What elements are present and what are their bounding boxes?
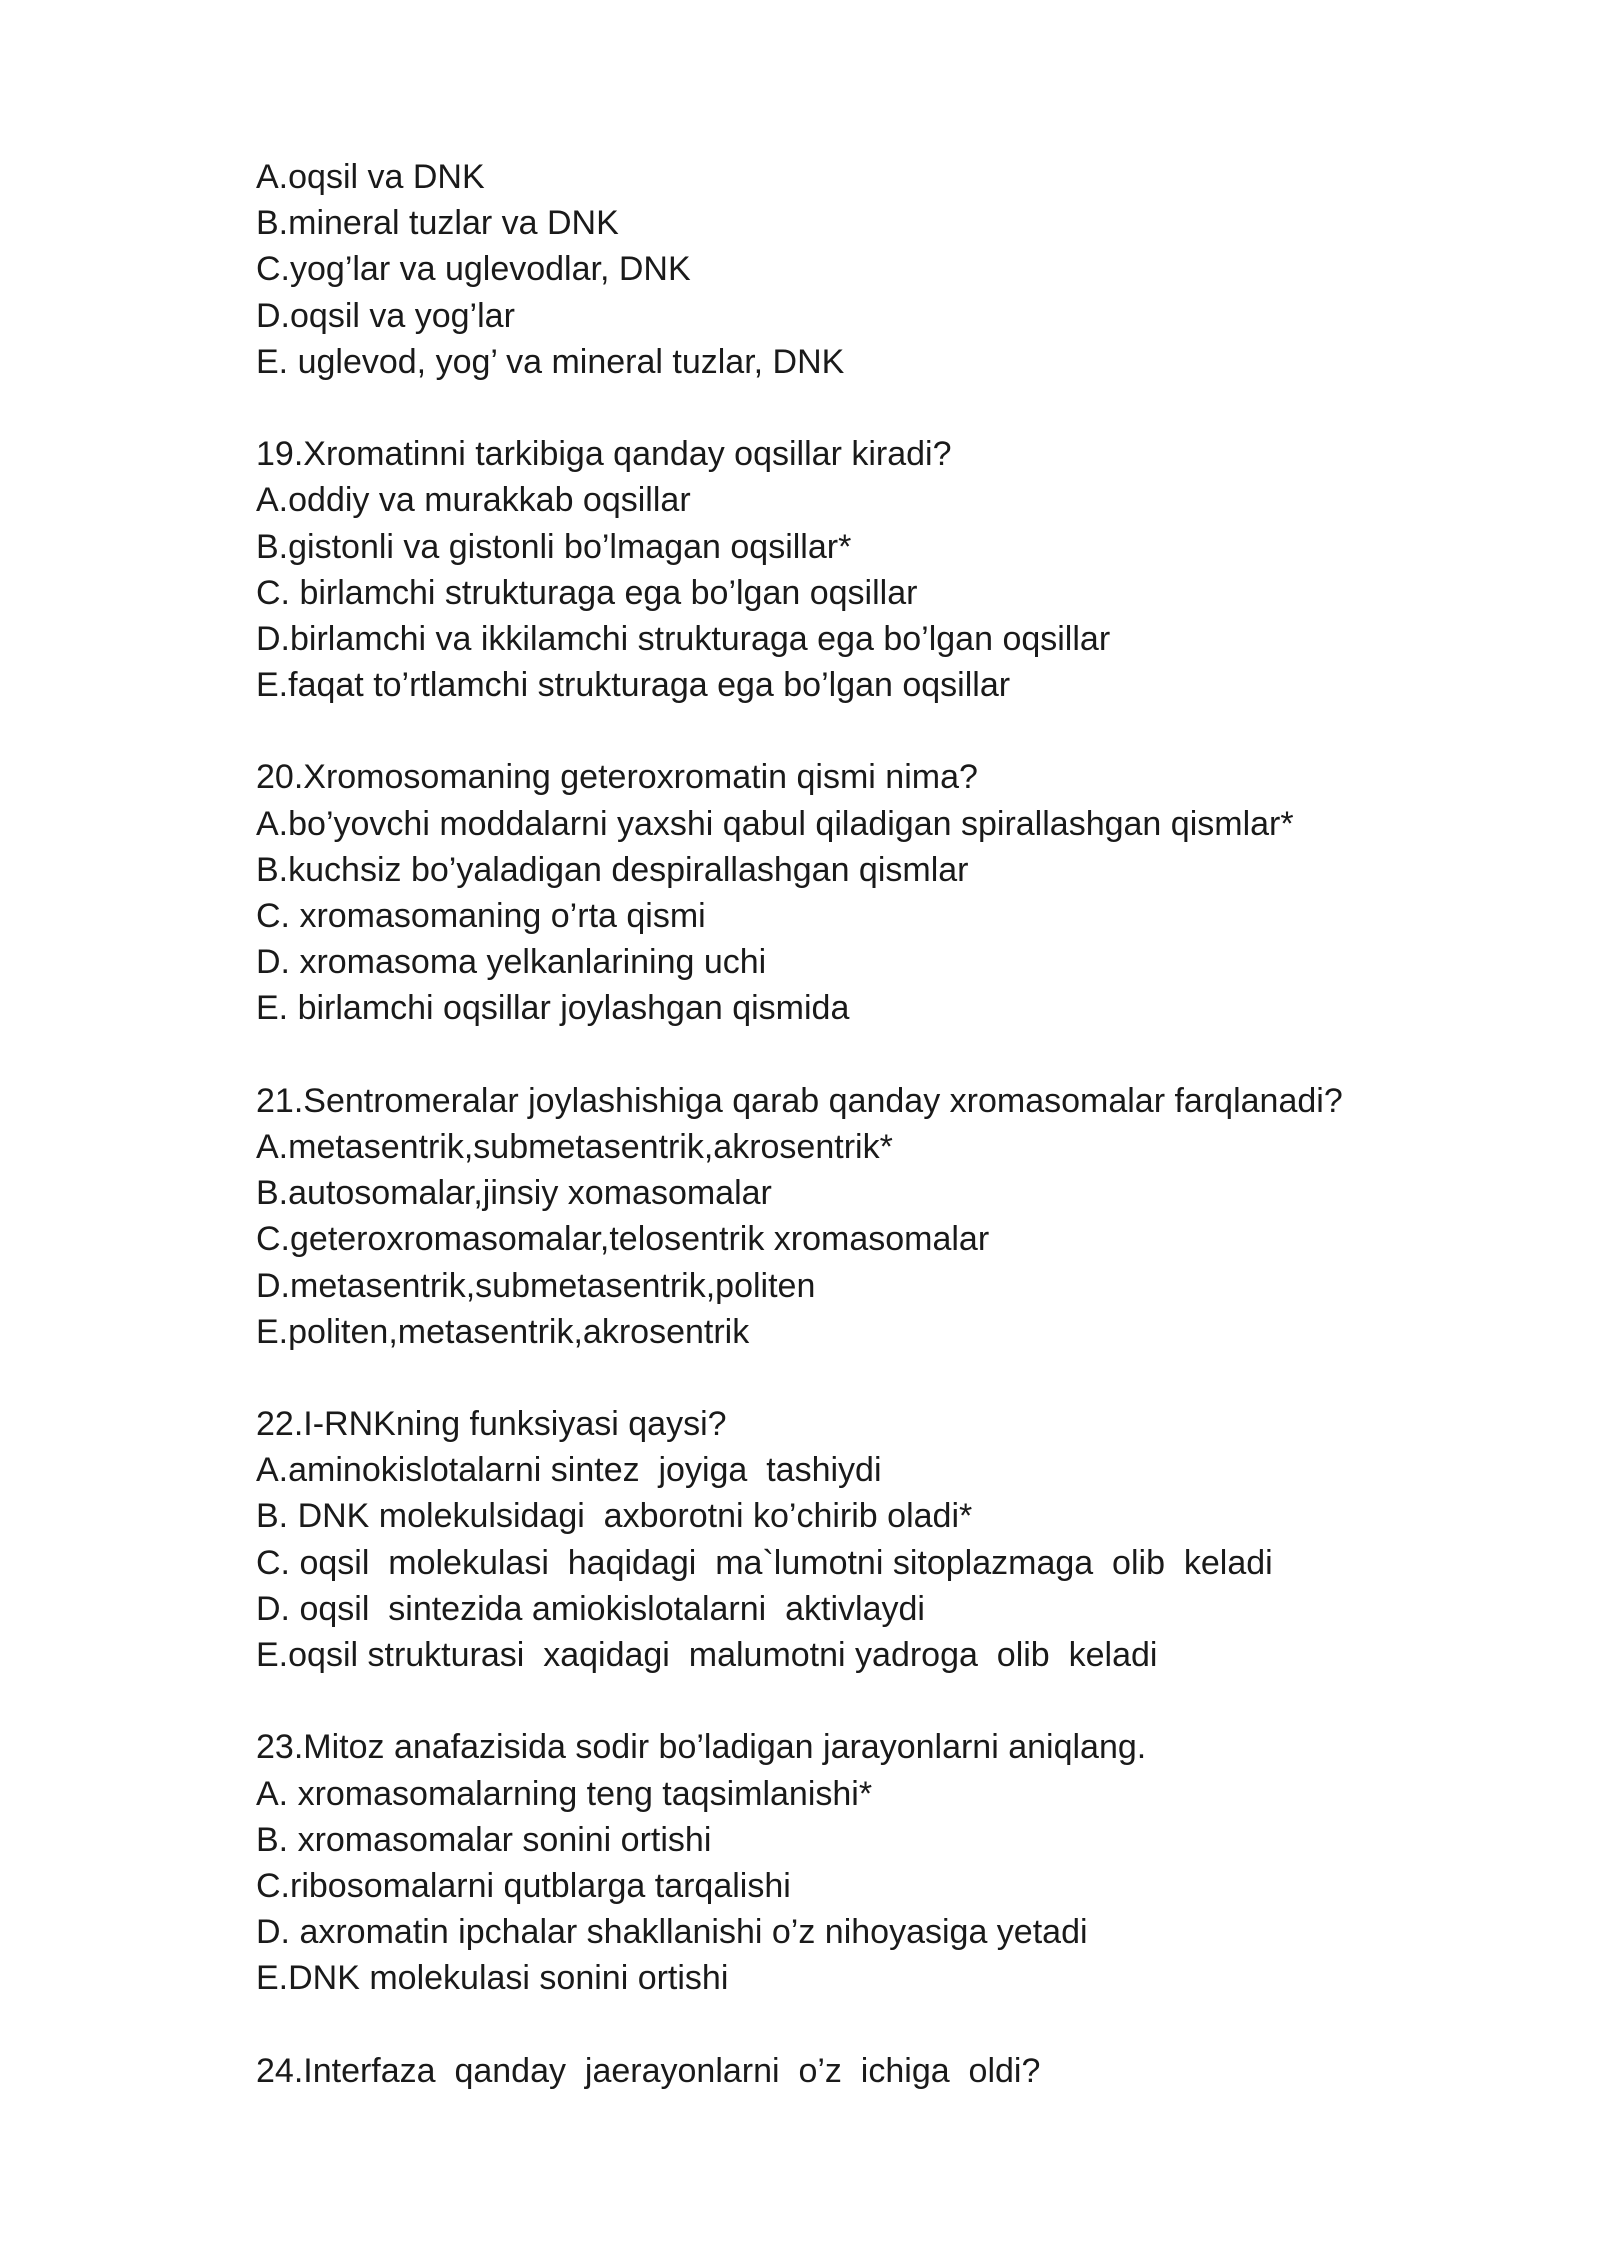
option-line: B.kuchsiz bo’yaladigan despirallashgan qismlar — [256, 850, 969, 889]
question-text: 23.Mitoz anafazisida sodir bo’ladigan jarayonlarni aniqlang. — [256, 1728, 1147, 1767]
option-line: B. xromasomalar sonini ortishi — [256, 1820, 712, 1859]
option-line: E.politen,metasentrik,akrosentrik — [256, 1312, 750, 1351]
option-line: A.aminokislotalarni sintez joyiga tashiydi — [256, 1451, 882, 1490]
option-line: B.gistonli va gistonli bo’lmagan oqsillar* — [256, 527, 852, 566]
option-line: E.oqsil strukturasi xaqidagi malumotni yadroga olib keladi — [256, 1636, 1158, 1674]
option-line: D.metasentrik,submetasentrik,politen — [256, 1266, 816, 1305]
option-line: C. oqsil molekulasi haqidagi ma`lumotni sitoplazmaga olib keladi — [256, 1543, 1273, 1582]
option-line: A.metasentrik,submetasentrik,akrosentrik* — [256, 1127, 893, 1166]
option-line: A. xromasomalarning teng taqsimlanishi* — [256, 1774, 873, 1813]
option-line: C.ribosomalarni qutblarga tarqalishi — [256, 1866, 791, 1905]
question-text: 24.Interfaza qanday jaerayonlarni o’z ichiga oldi? — [256, 2051, 1041, 2090]
option-line: C. xromasomaning o’rta qismi — [256, 897, 706, 935]
option-line: D. oqsil sintezida amiokislotalarni aktivlaydi — [256, 1589, 925, 1628]
option-line: C.geteroxromasomalar,telosentrik xromasomalar — [256, 1220, 990, 1259]
question-block-24 — [256, 2048, 1456, 2094]
option-line: E.DNK molekulasi sonini ortishi — [256, 1959, 729, 1998]
document-content — [256, 154, 1456, 2094]
option-line: A.bo’yovchi moddalarni yaxshi qabul qiladigan spirallashgan qismlar* — [256, 804, 1294, 843]
option-line: E.faqat to’rtlamchi strukturaga ega bo’lgan oqsillar — [256, 666, 1011, 705]
question-block-23 — [256, 1724, 1456, 2001]
continuation-block — [256, 154, 1456, 385]
option-line: B. DNK molekulsidagi axborotni ko’chirib oladi* — [256, 1497, 973, 1536]
option-line: D.oqsil va yog’lar — [256, 296, 515, 335]
option-line: D. xromasoma yelkanlarining uchi — [256, 943, 767, 982]
option-line: C.yog’lar va uglevodlar, DNK — [256, 250, 691, 289]
question-text: 20.Xromosomaning geteroxromatin qismi nima? — [256, 758, 978, 797]
question-block-21 — [256, 1078, 1456, 1355]
option-line: D.birlamchi va ikkilamchi strukturaga ega bo’lgan oqsillar — [256, 619, 1111, 658]
option-line: C. birlamchi strukturaga ega bo’lgan oqsillar — [256, 573, 918, 612]
option-line: B.autosomalar,jinsiy xomasomalar — [256, 1174, 772, 1213]
option-line: E. birlamchi oqsillar joylashgan qismida — [256, 989, 850, 1028]
question-text: 21.Sentromeralar joylashishiga qarab qanday xromasomalar farqlanadi? — [256, 1081, 1343, 1120]
option-line: A.oqsil va DNK — [256, 158, 485, 196]
option-line: D. axromatin ipchalar shakllanishi o’z nihoyasiga yetadi — [256, 1913, 1088, 1952]
option-line: A.oddiy va murakkab oqsillar — [256, 481, 691, 520]
question-block-22 — [256, 1401, 1456, 1678]
question-text: 19.Xromatinni tarkibiga qanday oqsillar kiradi? — [256, 435, 952, 474]
question-block-19 — [256, 431, 1456, 708]
option-line: E. uglevod, yog’ va mineral tuzlar, DNK — [256, 342, 845, 381]
question-text: 22.I-RNKning funksiyasi qaysi? — [256, 1405, 727, 1444]
option-line: B.mineral tuzlar va DNK — [256, 204, 619, 243]
question-block-20 — [256, 754, 1456, 1031]
